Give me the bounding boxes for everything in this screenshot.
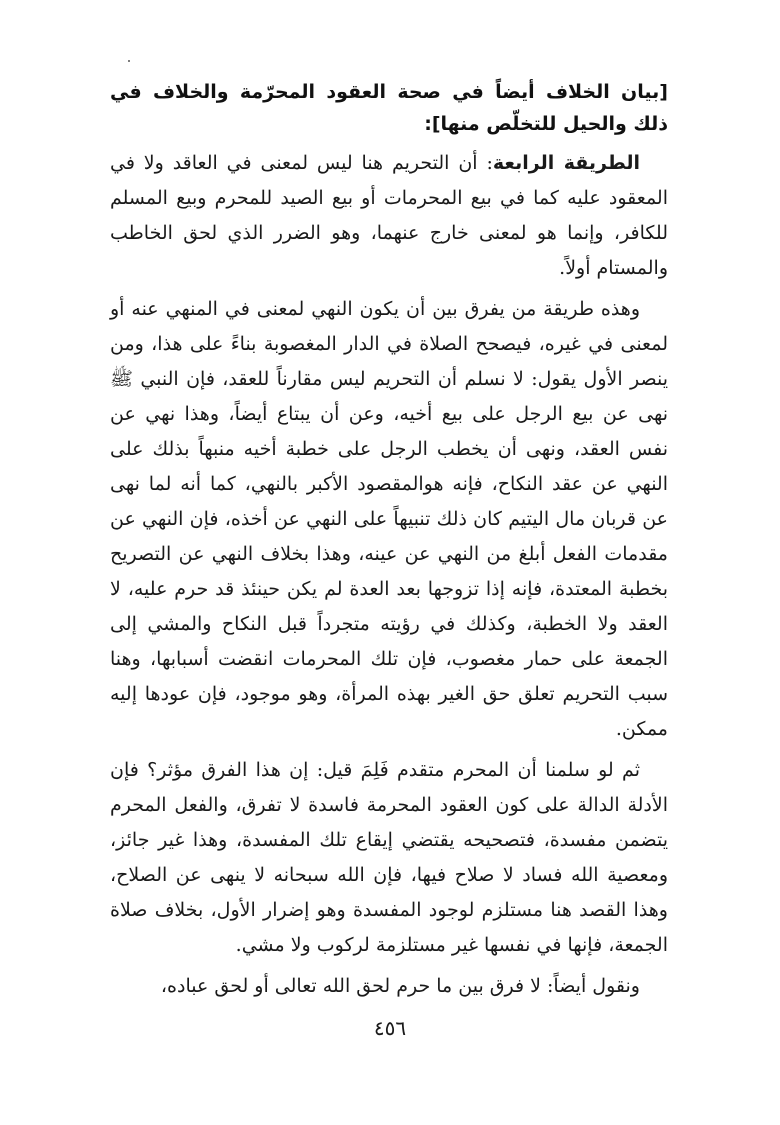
paragraph-third: ثم لو سلمنا أن المحرم متقدم فَلِمَ قيل: إن هذا الفرق مؤثر؟ فإن الأدلة الدالة على كون العقود المحرمة فاسدة لا تفرق، والفعل المحرم يتضمن مفسدة، فتصحيحه يقتضي إيقاع تلك المفسدة، وهذا غير جائز، ومعصية الله فساد لا صلاح فيها، فإن الله سبحانه لا ينهى عن الصلاح، وهذا القصد هنا مستلزم لوجود المفسدة وهو إضرار الأول، بخلاف صلاة الجمعة، فإنها في نفسها غير مستلزمة لركوب ولا مشي. — [110, 759, 668, 956]
section-heading: [بيان الخلاف أيضاً في صحة العقود المحرّمة والخلاف في ذلك والحيل للتخلّص منها]: — [110, 81, 668, 135]
paragraph-fourth: ونقول أيضاً: لا فرق بين ما حرم لحق الله تعالى أو لحق عباده، — [160, 975, 640, 997]
paragraph-method-four — [110, 146, 668, 286]
paragraph-lead: الطريقة الرابعة — [492, 152, 641, 174]
page-body — [110, 76, 668, 1004]
speck-mark — [128, 60, 130, 62]
paragraph-second: وهذه طريقة من يفرق بين أن يكون النهي لمعنى في المنهي عنه أو لمعنى في غيره، فيصحح الصلاة في الدار المغصوبة بناءً على هذا، ومن ينصر الأول يقول: لا نسلم أن التحريم ليس مقارناً للعقد، فإن النبي ﷺ نهى عن بيع الرجل على بيع أخيه، وعن أن يبتاع أيضاً، وهذا نهي عن نفس العقد، ونهى أن يخطب الرجل على خطبة أخيه منبهاً بذلك على النهي عن عقد النكاح، فإنه هوالمقصود الأكبر بالنهي، كما أنه لما نهى عن قربان مال اليتيم كان ذلك تنبيهاً على النهي عن أخذه، فإن النهي عن مقدمات الفعل أبلغ من النهي عن عينه، وهذا بخلاف النهي عن التصريح بخطبة المعتدة، فإنه إذا تزوجها بعد العدة لم يكن حينئذ قد حرم عليه، لا العقد ولا الخطبة، وكذلك في رؤيته متجرداً قبل النكاح والمشي إلى الجمعة على حمار مغصوب، فإن تلك المحرمات انقضت أسبابها، وهنا سبب التحريم تعلق حق الغير بهذه المرأة، وهو موجود، فإن عودها إليه ممكن. — [110, 298, 668, 740]
paragraph-text: : أن التحريم هنا ليس لمعنى في العاقد ولا في المعقود عليه كما في بيع المحرمات أو بيع الصيد للمحرم وبيع المسلم للكافر، وإنما هو لمعنى خارج عنهما، وهو الضرر الذي لحق الخاطب والمستام أولاً. — [110, 152, 668, 279]
page-number: ٤٥٦ — [373, 1016, 407, 1040]
